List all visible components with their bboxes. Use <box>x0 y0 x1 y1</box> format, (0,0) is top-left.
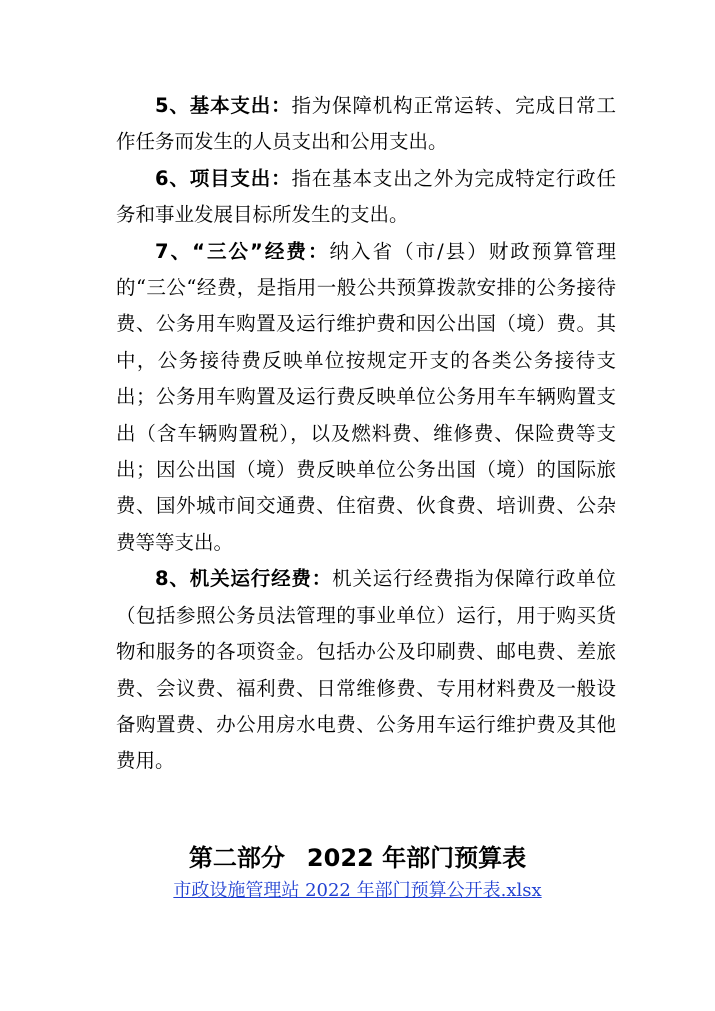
definition-item-7 <box>116 234 616 562</box>
definition-text: 指为保障机构正常运转、完成日常工作任务而发生的人员支出和公用支出。 <box>116 94 616 154</box>
definition-term: 7、“三公”经费： <box>155 239 330 263</box>
definition-term: 5、基本支出： <box>155 94 292 117</box>
definition-item-6 <box>116 161 616 234</box>
section-title-text: 2022 年部门预算表 <box>306 844 527 872</box>
definition-item-8 <box>116 561 616 779</box>
definition-text: 机关运行经费指为保障行政单位（包括参照公务员法管理的事业单位）运行，用于购买货物和服务的各项资金。包括办公及印刷费、邮电费、差旅费、会议费、福利费、日常维修费、专用材料费及一般设备购置费、办公用房水电费、公务用车运行维护费及其他费用。 <box>116 567 616 773</box>
definition-term: 6、项目支出： <box>155 166 292 190</box>
definition-term: 8、机关运行经费： <box>155 567 333 591</box>
attachment-link[interactable]: 市政设施管理站 2022 年部门预算公开表.xlsx <box>173 880 542 901</box>
section-heading <box>0 838 715 873</box>
definition-item-5 <box>116 88 616 161</box>
section-part-label: 第二部分 <box>188 844 285 872</box>
definition-text: 指在基本支出之外为完成特定行政任务和事业发展目标所发生的支出。 <box>116 166 616 227</box>
definition-text: 纳入省（市/县）财政预算管理的“三公“经费，是指用一般公共预算拨款安排的公务接待费、公务用车购置及运行维护费和因公出国（境）费。其中，公务接待费反映单位按规定开支的各类公务接待支出；公务用车购置及运行费反映单位公务用车车辆购置支出（含车辆购置税），以及燃料费、维修费、保险费等支出；因公出国（境）费反映单位公务出国（境）的国际旅费、国外城市间交通费、住宿费、伙食费、培训费、公杂费等等支出。 <box>116 239 616 554</box>
definitions-list <box>116 88 616 780</box>
